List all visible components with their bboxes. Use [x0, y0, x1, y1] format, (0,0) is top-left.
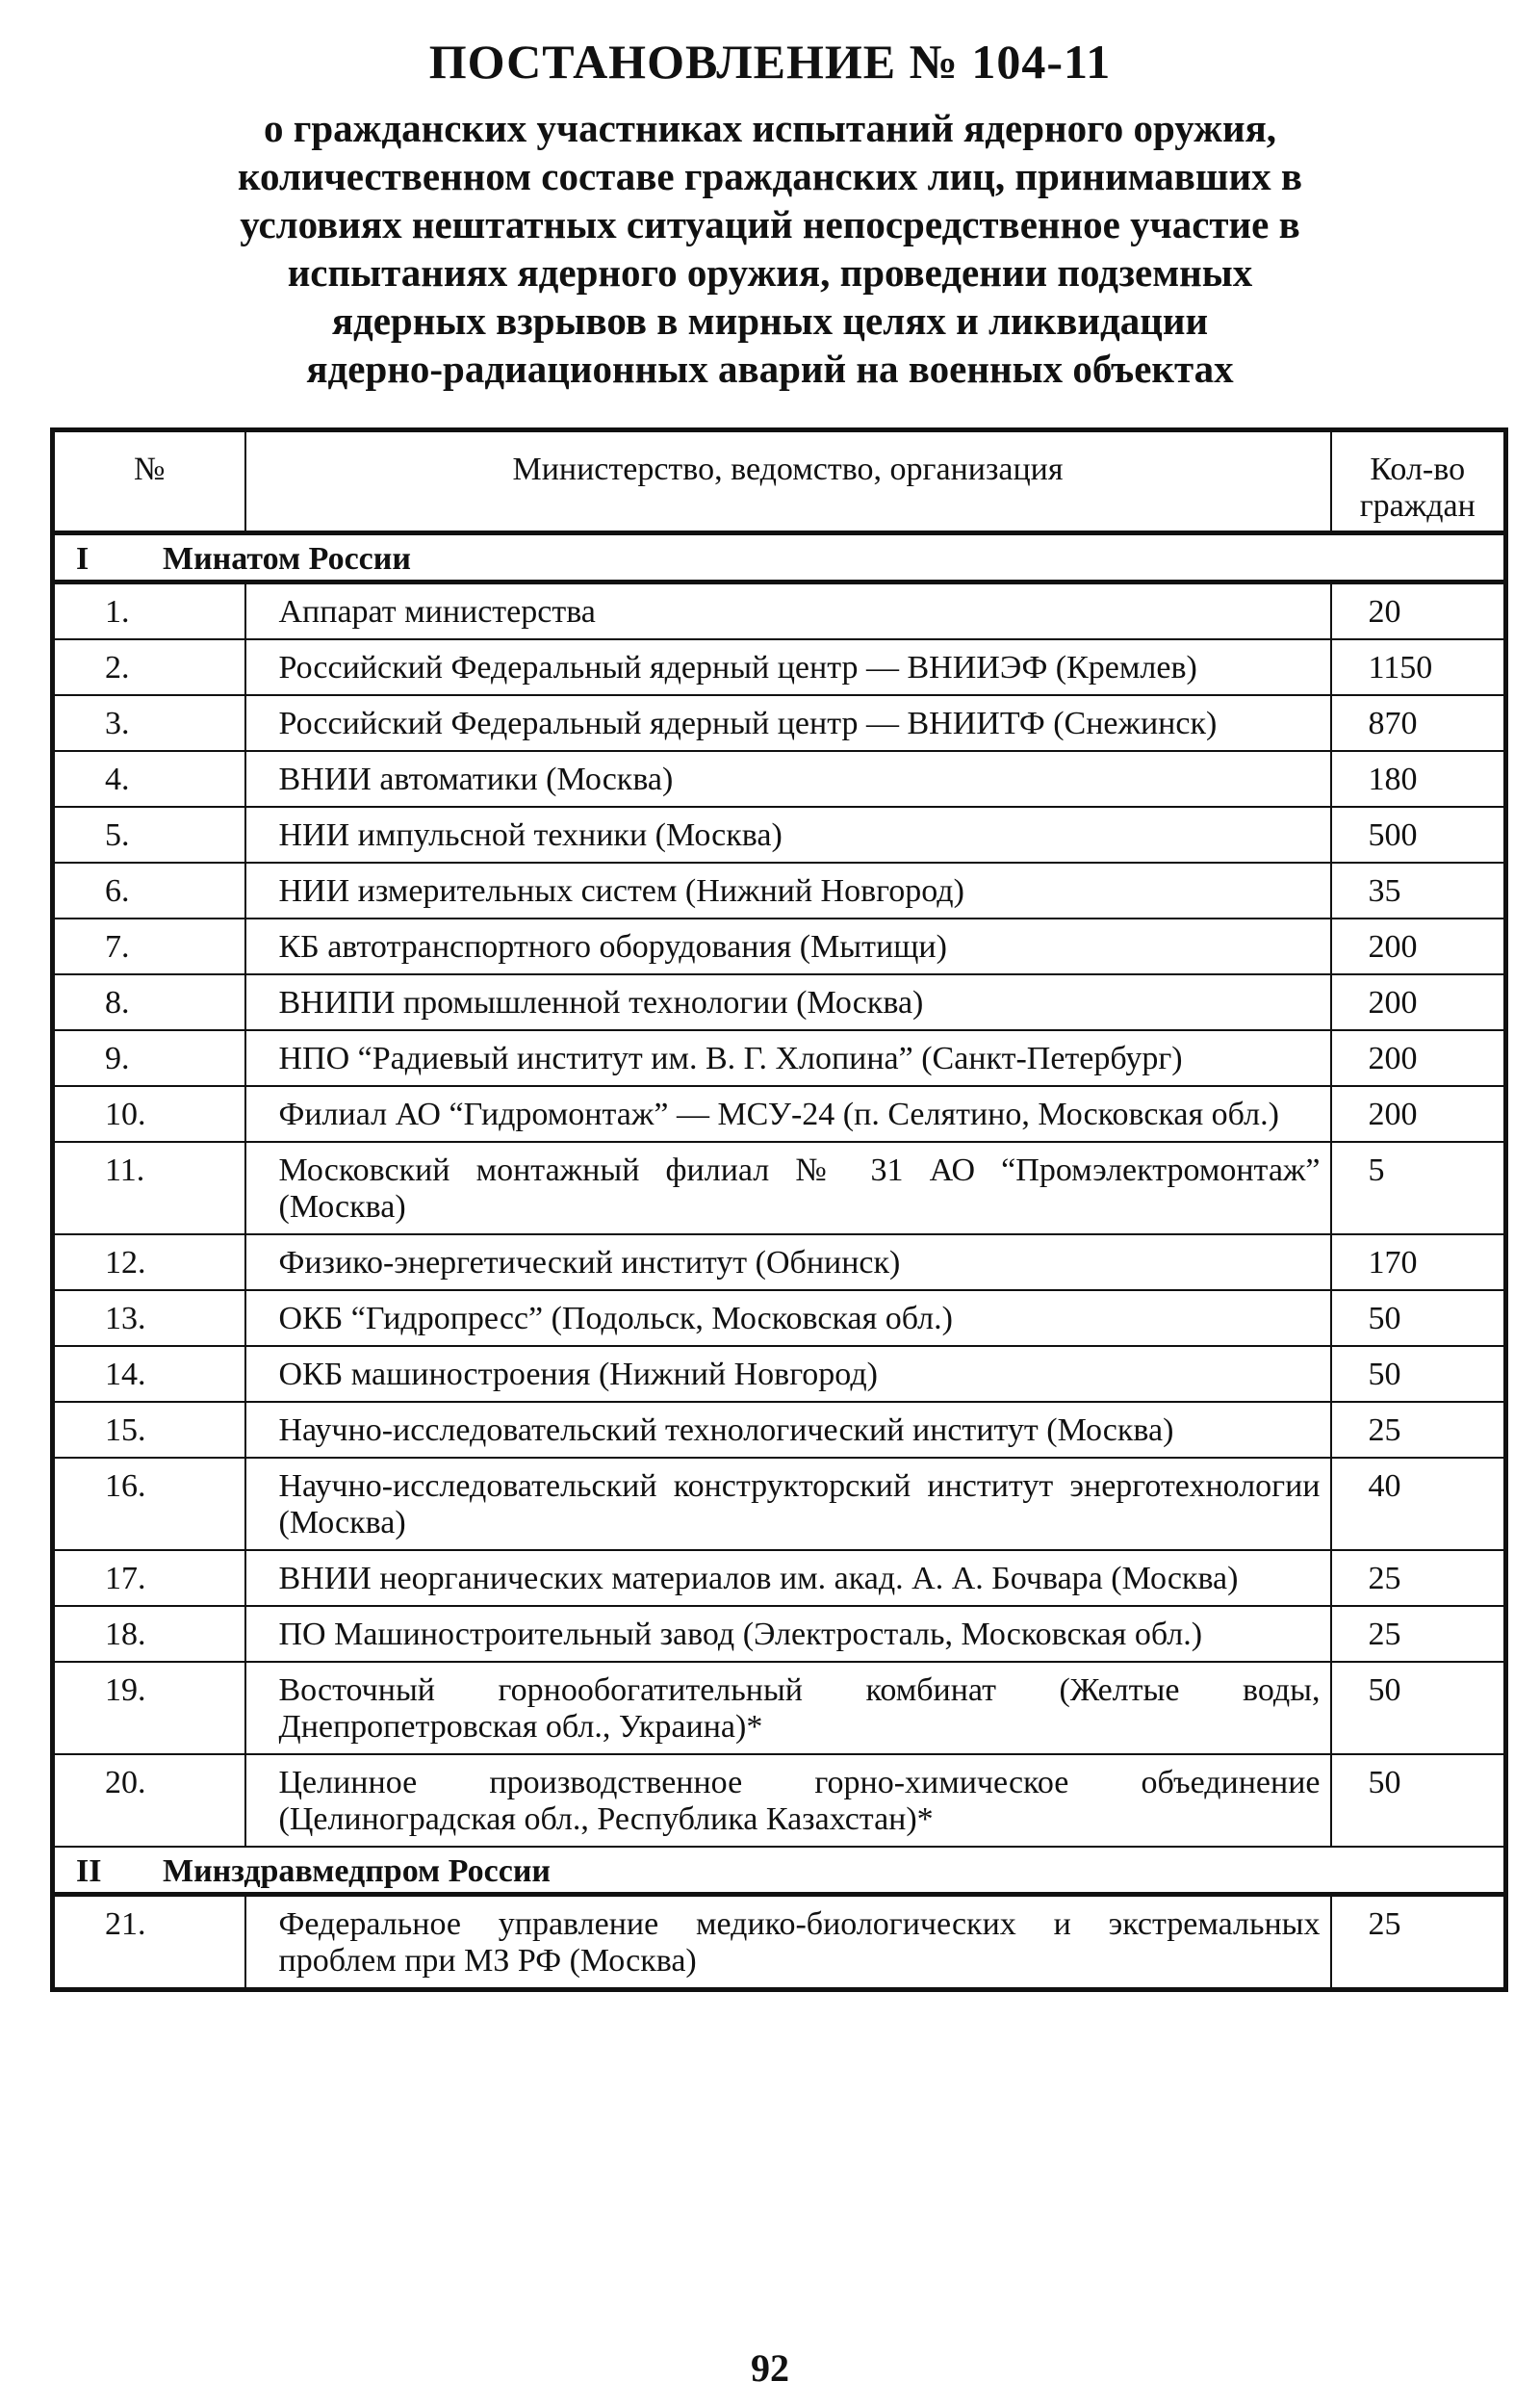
row-number: 12. [53, 1234, 245, 1290]
table-row [53, 974, 1506, 1030]
row-number: 9. [53, 1030, 245, 1086]
organization-name: ОКБ машиностроения (Нижний Новгород) [245, 1346, 1331, 1402]
table-row [53, 751, 1506, 807]
organization-name: Российский Федеральный ядерный центр — ВНИИТФ (Снежинск) [245, 695, 1331, 751]
table-row [53, 807, 1506, 863]
citizen-count: 200 [1331, 1086, 1506, 1142]
header-number: № [53, 430, 245, 533]
organization-name: ВНИИ автоматики (Москва) [245, 751, 1331, 807]
table-row [53, 919, 1506, 974]
organization-name: Научно-исследовательский технологический институт (Москва) [245, 1402, 1331, 1458]
section-header-row [53, 533, 1506, 582]
section-name: Минатом России [163, 541, 411, 577]
document-subtitle [87, 104, 1453, 393]
organization-name: Российский Федеральный ядерный центр — ВНИИЭФ (Кремлев) [245, 639, 1331, 695]
organization-name: Филиал АО “Гидромонтаж” — МСУ-24 (п. Селятино, Московская обл.) [245, 1086, 1331, 1142]
citizen-count: 25 [1331, 1550, 1506, 1606]
citizen-count: 50 [1331, 1346, 1506, 1402]
organization-name: НПО “Радиевый институт им. В. Г. Хлопина” (Санкт-Петербург) [245, 1030, 1331, 1086]
organization-name: КБ автотранспортного оборудования (Мытищи) [245, 919, 1331, 974]
citizen-count: 200 [1331, 974, 1506, 1030]
section-roman-numeral: II [76, 1853, 102, 1889]
table-row [53, 1458, 1506, 1550]
citizen-count: 200 [1331, 1030, 1506, 1086]
row-number: 20. [53, 1754, 245, 1847]
citizen-count: 870 [1331, 695, 1506, 751]
organization-name: Целинное производственное горно-химическое объединение (Целиноградская обл., Республика Казахстан)* [245, 1754, 1331, 1847]
citizen-count: 25 [1331, 1606, 1506, 1662]
organization-name: Физико-энергетический институт (Обнинск) [245, 1234, 1331, 1290]
participants-table [50, 427, 1508, 1992]
table-row [53, 1142, 1506, 1234]
citizen-count: 500 [1331, 807, 1506, 863]
table-row [53, 1402, 1506, 1458]
table-row [53, 639, 1506, 695]
subtitle-line: условиях нештатных ситуаций непосредственное участие в [240, 202, 1300, 246]
section-name: Минздравмедпром России [163, 1853, 552, 1889]
table-header-row [53, 430, 1506, 533]
table-row [53, 1234, 1506, 1290]
table-body [53, 533, 1506, 1990]
organization-name: ВНИПИ промышленной технологии (Москва) [245, 974, 1331, 1030]
header-organization: Министерство, ведомство, организация [245, 430, 1331, 533]
table-row [53, 1290, 1506, 1346]
table-row [53, 1086, 1506, 1142]
row-number: 16. [53, 1458, 245, 1550]
citizen-count: 1150 [1331, 639, 1506, 695]
organization-name: Восточный горнообогатительный комбинат (Желтые воды, Днепропетровская обл., Украина)* [245, 1662, 1331, 1754]
subtitle-line: количественном составе гражданских лиц, принимавших в [237, 154, 1303, 198]
row-number: 3. [53, 695, 245, 751]
row-number: 19. [53, 1662, 245, 1754]
row-number: 7. [53, 919, 245, 974]
row-number: 2. [53, 639, 245, 695]
section-header-cell [53, 533, 1506, 582]
page-number: 92 [751, 2346, 789, 2390]
organization-name: НИИ измерительных систем (Нижний Новгород) [245, 863, 1331, 919]
row-number: 18. [53, 1606, 245, 1662]
row-number: 6. [53, 863, 245, 919]
table-row [53, 1606, 1506, 1662]
table-row [53, 1662, 1506, 1754]
citizen-count: 170 [1331, 1234, 1506, 1290]
organization-name: Аппарат министерства [245, 582, 1331, 640]
citizen-count: 5 [1331, 1142, 1506, 1234]
organization-name: НИИ импульсной техники (Москва) [245, 807, 1331, 863]
citizen-count: 50 [1331, 1290, 1506, 1346]
citizen-count: 35 [1331, 863, 1506, 919]
citizen-count: 50 [1331, 1754, 1506, 1847]
row-number: 10. [53, 1086, 245, 1142]
organization-name: Федеральное управление медико-биологических и экстремальных проблем при МЗ РФ (Москва) [245, 1895, 1331, 1990]
subtitle-line: ядерно-радиационных аварий на военных объектах [306, 347, 1234, 391]
citizen-count: 50 [1331, 1662, 1506, 1754]
citizen-count: 25 [1331, 1895, 1506, 1990]
row-number: 8. [53, 974, 245, 1030]
table-row [53, 1030, 1506, 1086]
row-number: 21. [53, 1895, 245, 1990]
document-title: ПОСТАНОВЛЕНИЕ № 104-11 [428, 35, 1112, 89]
row-number: 1. [53, 582, 245, 640]
row-number: 5. [53, 807, 245, 863]
organization-name: Научно-исследовательский конструкторский институт энерготехнологии (Москва) [245, 1458, 1331, 1550]
row-number: 15. [53, 1402, 245, 1458]
organization-name: Московский монтажный филиал № 31 АО “Промэлектромонтаж” (Москва) [245, 1142, 1331, 1234]
section-header-cell [53, 1847, 1506, 1895]
table-row [53, 863, 1506, 919]
table-row [53, 1754, 1506, 1847]
row-number: 4. [53, 751, 245, 807]
table-row [53, 695, 1506, 751]
row-number: 14. [53, 1346, 245, 1402]
subtitle-line: испытаниях ядерного оружия, проведении подземных [287, 250, 1253, 295]
citizen-count: 40 [1331, 1458, 1506, 1550]
organization-name: ОКБ “Гидропресс” (Подольск, Московская обл.) [245, 1290, 1331, 1346]
section-roman-numeral: I [76, 541, 90, 577]
subtitle-line: ядерных взрывов в мирных целях и ликвидации [331, 298, 1209, 343]
citizen-count: 25 [1331, 1402, 1506, 1458]
citizen-count: 180 [1331, 751, 1506, 807]
header-count: Кол-во граждан [1331, 430, 1506, 533]
table-row [53, 1346, 1506, 1402]
organization-name: ВНИИ неорганических материалов им. акад. А. А. Бочвара (Москва) [245, 1550, 1331, 1606]
table-row [53, 582, 1506, 640]
row-number: 13. [53, 1290, 245, 1346]
table-row [53, 1550, 1506, 1606]
row-number: 17. [53, 1550, 245, 1606]
section-header-row [53, 1847, 1506, 1895]
row-number: 11. [53, 1142, 245, 1234]
citizen-count: 200 [1331, 919, 1506, 974]
citizen-count: 20 [1331, 582, 1506, 640]
table-row [53, 1895, 1506, 1990]
organization-name: ПО Машиностроительный завод (Электросталь, Московская обл.) [245, 1606, 1331, 1662]
subtitle-line: о гражданских участниках испытаний ядерного оружия, [263, 106, 1277, 150]
